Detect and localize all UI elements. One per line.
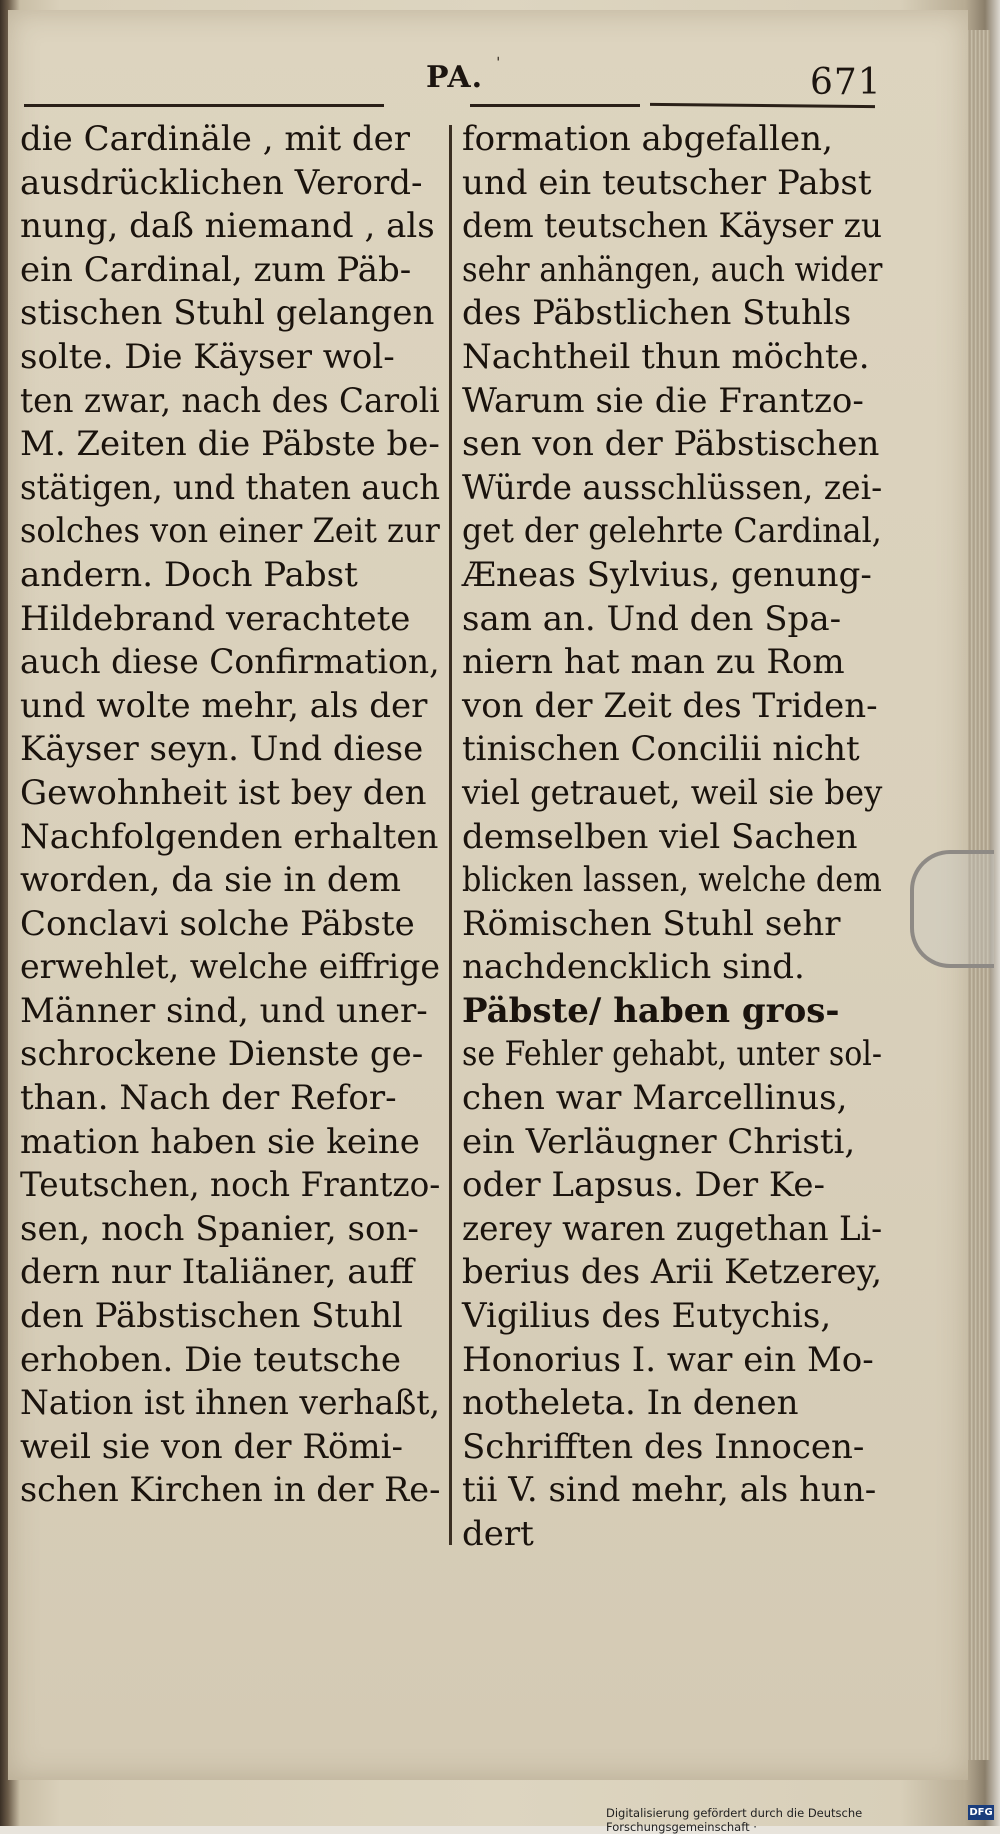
text-line: sehr anhängen, auch wider: [462, 249, 883, 290]
text-line: Würde ausschlüssen, zei-: [462, 467, 883, 508]
header-mark: ˈ: [496, 54, 501, 73]
header-rule-middle: [470, 104, 640, 107]
text-line: ein Cardinal, zum Päb-: [20, 249, 412, 290]
text-line: Æneas Sylvius, genung-: [462, 554, 872, 595]
text-line: Vigilius des Eutychis,: [462, 1296, 832, 1337]
text-line: se Fehler gehabt, unter sol-: [462, 1034, 883, 1075]
text-line: schen Kirchen in der Re-: [20, 1470, 441, 1511]
page-clip: [910, 850, 994, 968]
text-line: tinischen Concilii nicht: [462, 729, 860, 770]
text-line: dem teutschen Käyser zu: [462, 206, 883, 247]
text-line: worden, da sie in dem: [20, 860, 402, 901]
text-line: Männer sind, und uner-: [20, 990, 428, 1031]
text-line: die Cardinäle , mit der: [20, 119, 411, 159]
text-line: des Päbstlichen Stuhls: [462, 293, 852, 334]
text-line: den Päbstischen Stuhl: [20, 1296, 403, 1337]
text-line: stischen Stuhl gelangen: [20, 293, 435, 334]
page-header: [20, 54, 882, 120]
text-line: ten zwar, nach des Caroli: [20, 380, 440, 421]
text-line: Gewohnheit ist bey den: [20, 772, 427, 813]
text-line: Honorius I. war ein Mo-: [462, 1339, 874, 1380]
page-number: 671: [810, 62, 882, 103]
text-line: M. Zeiten die Päbste be-: [20, 424, 440, 465]
text-line: von der Zeit des Triden-: [462, 685, 878, 726]
dfg-logo: DFG: [969, 1807, 993, 1818]
text-line: than. Nach der Refor-: [20, 1078, 397, 1119]
text-line: oder Lapsus. Der Ke-: [462, 1165, 825, 1206]
header-rule-left: [24, 104, 384, 107]
text-line: weil sie von der Römi-: [20, 1426, 404, 1467]
text-line: Schrifften des Innocen-: [462, 1426, 865, 1467]
text-line: mation haben sie keine: [20, 1121, 420, 1162]
text-line: viel getrauet, weil sie bey: [462, 772, 883, 813]
text-line: get der gelehrte Cardinal,: [462, 511, 882, 552]
text-line: stätigen, und thaten auch: [20, 467, 441, 508]
text-line: ausdrücklichen Verord-: [20, 162, 423, 203]
text-line: Warum sie die Frantzo-: [462, 380, 864, 421]
text-line: Nation ist ihnen verhaßt,: [20, 1383, 440, 1424]
text-line: ein Verläugner Christi,: [462, 1121, 856, 1162]
text-line: sen von der Päbstischen: [462, 424, 880, 465]
text-line: Käyser seyn. Und diese: [20, 729, 424, 770]
text-line: blicken lassen, welche dem: [462, 860, 882, 901]
text-line: auch diese Confirmation,: [20, 642, 440, 683]
text-line: Hildebrand verachtete: [20, 598, 411, 639]
text-line: und ein teutscher Pabst: [462, 162, 872, 203]
text-line: zerey waren zugethan Li-: [462, 1208, 883, 1249]
text-line: niern hat man zu Rom: [462, 642, 845, 683]
text-line: nachdencklich sind.: [462, 947, 805, 988]
text-line: andern. Doch Pabst: [20, 554, 358, 595]
text-line: nung, daß niemand , als: [20, 206, 435, 247]
text-line: notheleta. In denen: [462, 1383, 799, 1424]
text-line: tii V. sind mehr, als hun-: [462, 1470, 877, 1511]
left-column: [20, 118, 440, 1513]
text-line: chen war Marcellinus,: [462, 1078, 848, 1119]
text-line: berius des Arii Ketzerey,: [462, 1252, 883, 1293]
text-line: schrockene Dienste ge-: [20, 1034, 424, 1075]
text-line: dern nur Italiäner, auff: [20, 1252, 414, 1293]
running-head: PA.: [426, 60, 484, 95]
digitization-credit: Digitalisierung gefördert durch die Deutsche Forschungsgemeinschaft ·: [606, 1806, 863, 1834]
text-line: Päbste/ haben gros-: [462, 990, 840, 1031]
text-line: Römischen Stuhl sehr: [462, 903, 841, 944]
right-column: [462, 118, 882, 1557]
text-line: Teutschen, noch Frantzo-: [20, 1165, 441, 1206]
text-line: sam an. Und den Spa-: [462, 598, 842, 639]
text-line: Nachtheil thun möchte.: [462, 336, 870, 377]
text-line: solte. Die Käyser wol-: [20, 336, 395, 377]
text-line: und wolte mehr, als der: [20, 685, 428, 726]
text-line: erwehlet, welche eiffrige: [20, 947, 441, 988]
column-divider: [449, 125, 452, 1545]
text-line: solches von einer Zeit zur: [20, 511, 440, 552]
text-line: erhoben. Die teutsche: [20, 1339, 402, 1380]
text-line: Conclavi solche Päbste: [20, 903, 415, 944]
text-line: formation abgefallen,: [462, 119, 833, 159]
text-line: dert: [462, 1514, 534, 1554]
text-line: Nachfolgenden erhalten: [20, 816, 439, 857]
text-line: demselben viel Sachen: [462, 816, 858, 857]
text-line: sen, noch Spanier, son-: [20, 1208, 419, 1249]
